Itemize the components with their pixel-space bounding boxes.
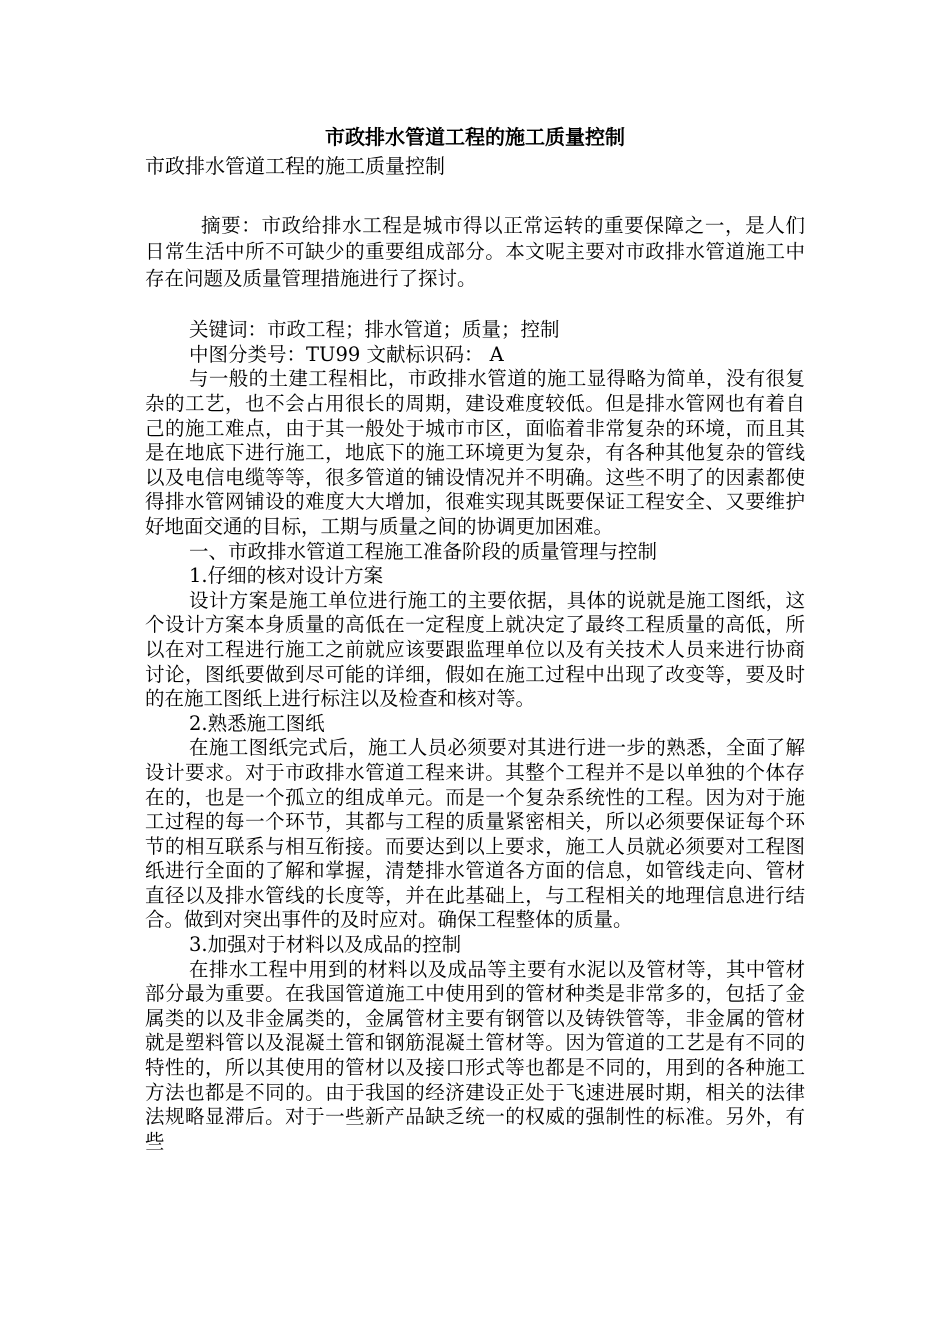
subsection-paragraph-2: 在施工图纸完式后，施工人员必须要对其进行进一步的熟悉，全面了解设计要求。对于市政排水管道工程来讲。其整个工程并不是以单独的个体存在的，也是一个孤立的组成单元。而是一个复杂系统性的工程。因为对于施工过程的每一个环节，其都与工程的质量紧密相关，所以必须要保证每个环节的相互联系与相互衔接。而要达到以上要求，施工人员就必须要对工程图纸进行全面的了解和掌握，清楚排水管道各方面的信息，如管线走向、管材直径以及排水管线的长度等，并在此基础上，与工程相关的地理信息进行结合。做到对突出事件的及时应对。确保工程整体的质量。 [145, 736, 805, 932]
classification-line: 中图分类号：TU99 文献标识码： A [189, 342, 504, 366]
subsection-paragraph-3: 在排水工程中用到的材料以及成品等主要有水泥以及管材等，其中管材部分最为重要。在我国管道施工中使用到的管材种类是非常多的，包括了金属类的以及非金属类的，金属管材主要有钢管以及铸铁管等，非金属的管材就是塑料管以及混凝土管和钢筋混凝土管材等。因为管道的工艺是有不同的特性的，所以其使用的管材以及接口形式等也都是不同的，用到的各种施工方法也都是不同的。由于我国的经济建设正处于飞速进展时期，相关的法律法规略显滞后。对于一些新产品缺乏统一的权威的强制性的标准。另外，有些 [145, 957, 805, 1153]
document-subtitle: 市政排水管道工程的施工质量控制 [145, 154, 445, 178]
subsection-heading-3: 3.加强对于材料以及成品的控制 [189, 933, 462, 957]
intro-paragraph: 与一般的土建工程相比，市政排水管道的施工显得略为简单，没有很复杂的工艺，也不会占用很长的周期，建设难度较低。但是排水管网也有着自己的施工难点，由于其一般处于城市市区，面临着非常复杂的环境，而且其是在地底下进行施工，地底下的施工环境更为复杂，有各种其他复杂的管线以及电信电缆等等，很多管道的铺设情况并不明确。这些不明了的因素都使得排水管网铺设的难度大大增加，很难实现其既要保证工程安全、又要维护好地面交通的目标，工期与质量之间的协调更加困难。 [145, 367, 805, 538]
subsection-paragraph-1: 设计方案是施工单位进行施工的主要依据，具体的说就是施工图纸，这个设计方案本身质量的高低在一定程度上就决定了最终工程质量的高低，所以在对工程进行施工之前就应该要跟监理单位以及有关技术人员来进行协商讨论，图纸要做到尽可能的详细，假如在施工过程中出现了改变等，要及时的在施工图纸上进行标注以及检查和核对等。 [145, 588, 805, 711]
document-title: 市政排水管道工程的施工质量控制 [325, 125, 625, 149]
document-body [145, 123, 805, 1154]
blank-line [145, 179, 805, 203]
blank-line [145, 292, 805, 318]
keywords-line: 关键词：市政工程；排水管道；质量；控制 [189, 318, 560, 342]
section-heading-1: 一、市政排水管道工程施工准备阶段的质量管理与控制 [189, 539, 658, 563]
subsection-heading-1: 1.仔细的核对设计方案 [189, 564, 384, 588]
subsection-heading-2: 2.熟悉施工图纸 [189, 711, 325, 735]
abstract-paragraph: 摘要：市政给排水工程是城市得以正常运转的重要保障之一，是人们日常生活中所不可缺少的重要组成部分。本文呢主要对市政排水管道施工中存在问题及质量管理措施进行了探讨。 [145, 214, 805, 290]
